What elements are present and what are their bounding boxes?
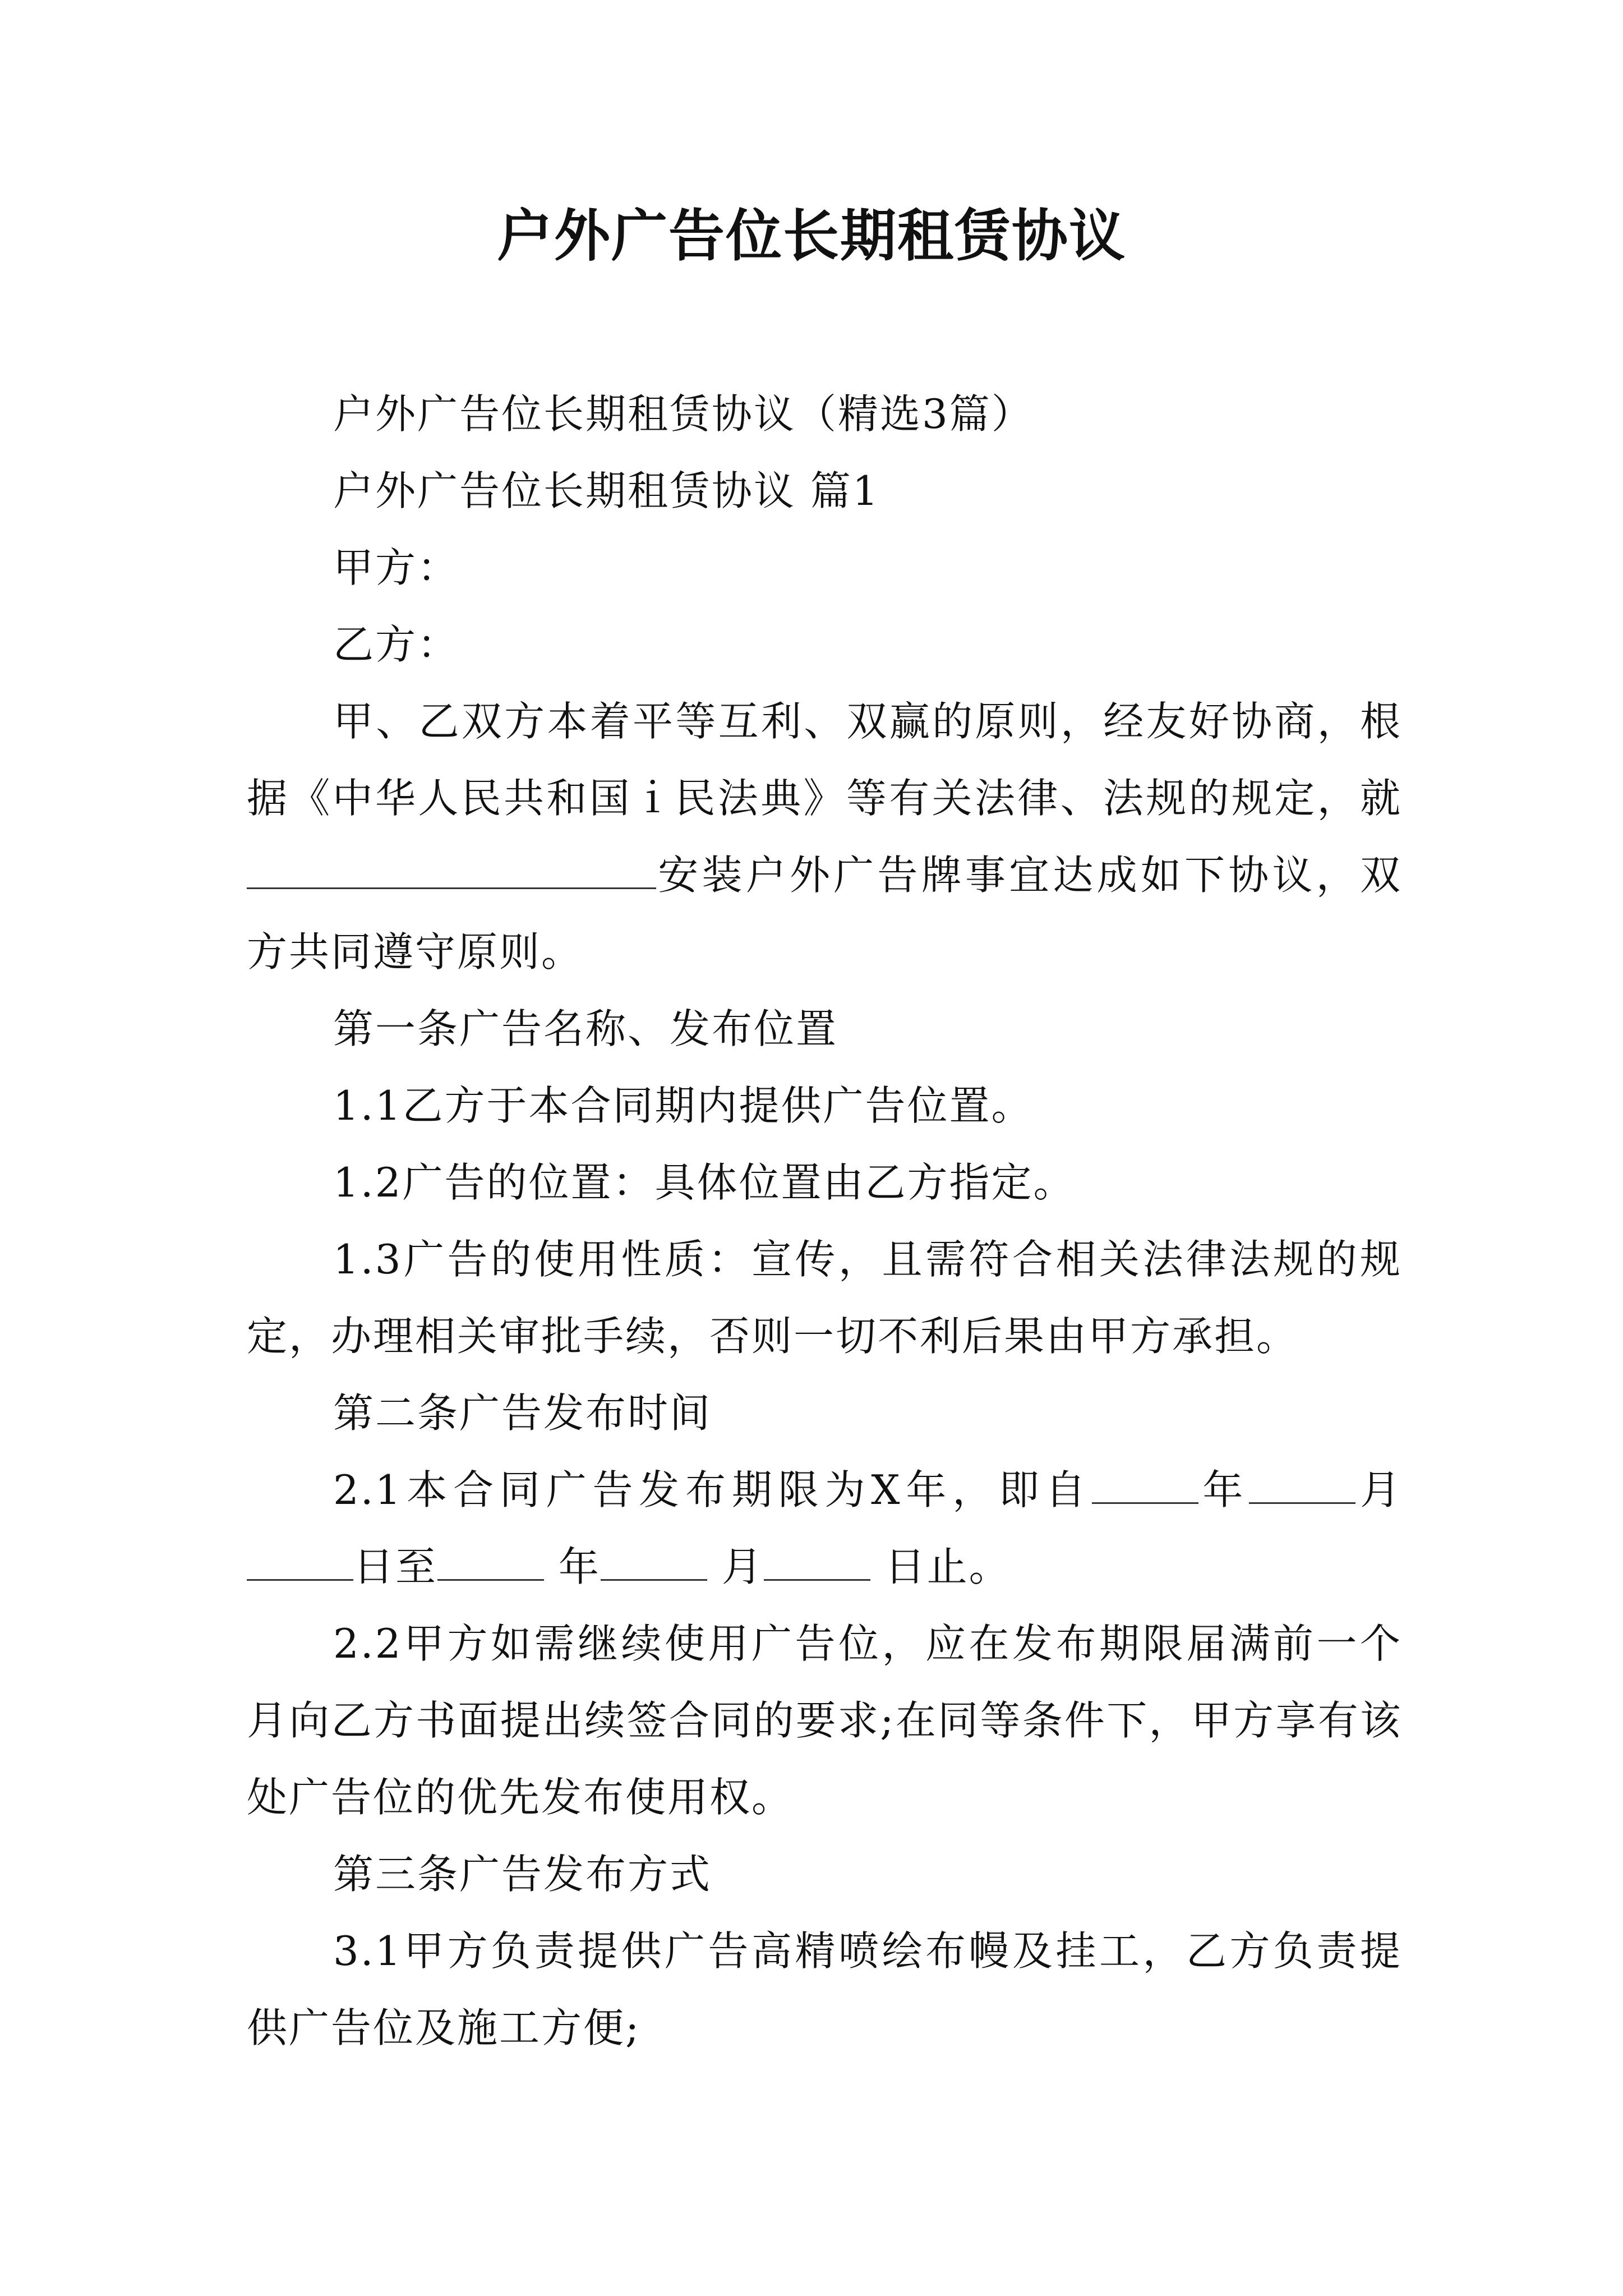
- section-heading: 第三条广告发布方式: [333, 1851, 712, 1898]
- paragraph: 户外广告位长期租赁协议（精选3篇）: [333, 390, 1034, 438]
- paragraph: 1.3广告的使用性质：宣传，且需符合相关法律法规的规定，办理相关审批手续，否则一切不利后果由甲方承担。: [247, 1236, 1402, 1360]
- paragraph: 2.2甲方如需继续使用广告位，应在发布期限届满前一个月向乙方书面提出续签合同的要求;在同等条件下，甲方享有该处广告位的优先发布使用权。: [247, 1620, 1402, 1821]
- fill-in-blank: [601, 1543, 707, 1581]
- document-title: 户外广告位长期租赁协议: [497, 203, 1126, 269]
- fill-in-blank: [764, 1543, 870, 1581]
- paragraph: [247, 683, 1402, 991]
- section-heading: 第二条广告发布时间: [333, 1389, 712, 1437]
- paragraph-text: 月: [707, 1543, 764, 1590]
- section-heading: 第一条广告名称、发布位置: [333, 1005, 838, 1052]
- fill-in-blank: [1249, 1466, 1355, 1504]
- paragraph-text: 月: [1355, 1466, 1402, 1513]
- paragraph-text: 年: [1198, 1466, 1249, 1513]
- paragraph: 乙方：: [333, 621, 460, 668]
- fill-in-blank: [437, 1543, 544, 1581]
- paragraph-text: 年: [544, 1543, 601, 1590]
- paragraph: 户外广告位长期租赁协议 篇1: [333, 467, 880, 514]
- paragraph: [247, 1452, 1402, 1605]
- paragraph: 1.1乙方于本合同期内提供广告位置。: [333, 1082, 1034, 1129]
- paragraph: 1.2广告的位置：具体位置由乙方指定。: [333, 1159, 1076, 1206]
- fill-in-blank: [1092, 1466, 1198, 1504]
- paragraph-text: 日至: [353, 1543, 438, 1590]
- fill-in-blank: [247, 1543, 353, 1581]
- paragraph-text: 日止。: [870, 1543, 1011, 1590]
- fill-in-blank: [247, 852, 656, 889]
- document-body: [247, 376, 1402, 2067]
- paragraph-text: 安装户外广告牌事宜达成如下协议，双方共同遵守原则。: [247, 852, 1402, 976]
- paragraph-text: 甲、乙双方本着平等互利、双赢的原则，经友好协商，根据《中华人民共和国ｉ民法典》等有关法律、法规的规定，就: [247, 698, 1402, 822]
- paragraph: 3.1甲方负责提供广告高精喷绘布幔及挂工，乙方负责提供广告位及施工方便;: [247, 1927, 1402, 2051]
- paragraph-text: 2.1本合同广告发布期限为X年，即自: [333, 1466, 1092, 1513]
- paragraph: 甲方：: [333, 544, 460, 591]
